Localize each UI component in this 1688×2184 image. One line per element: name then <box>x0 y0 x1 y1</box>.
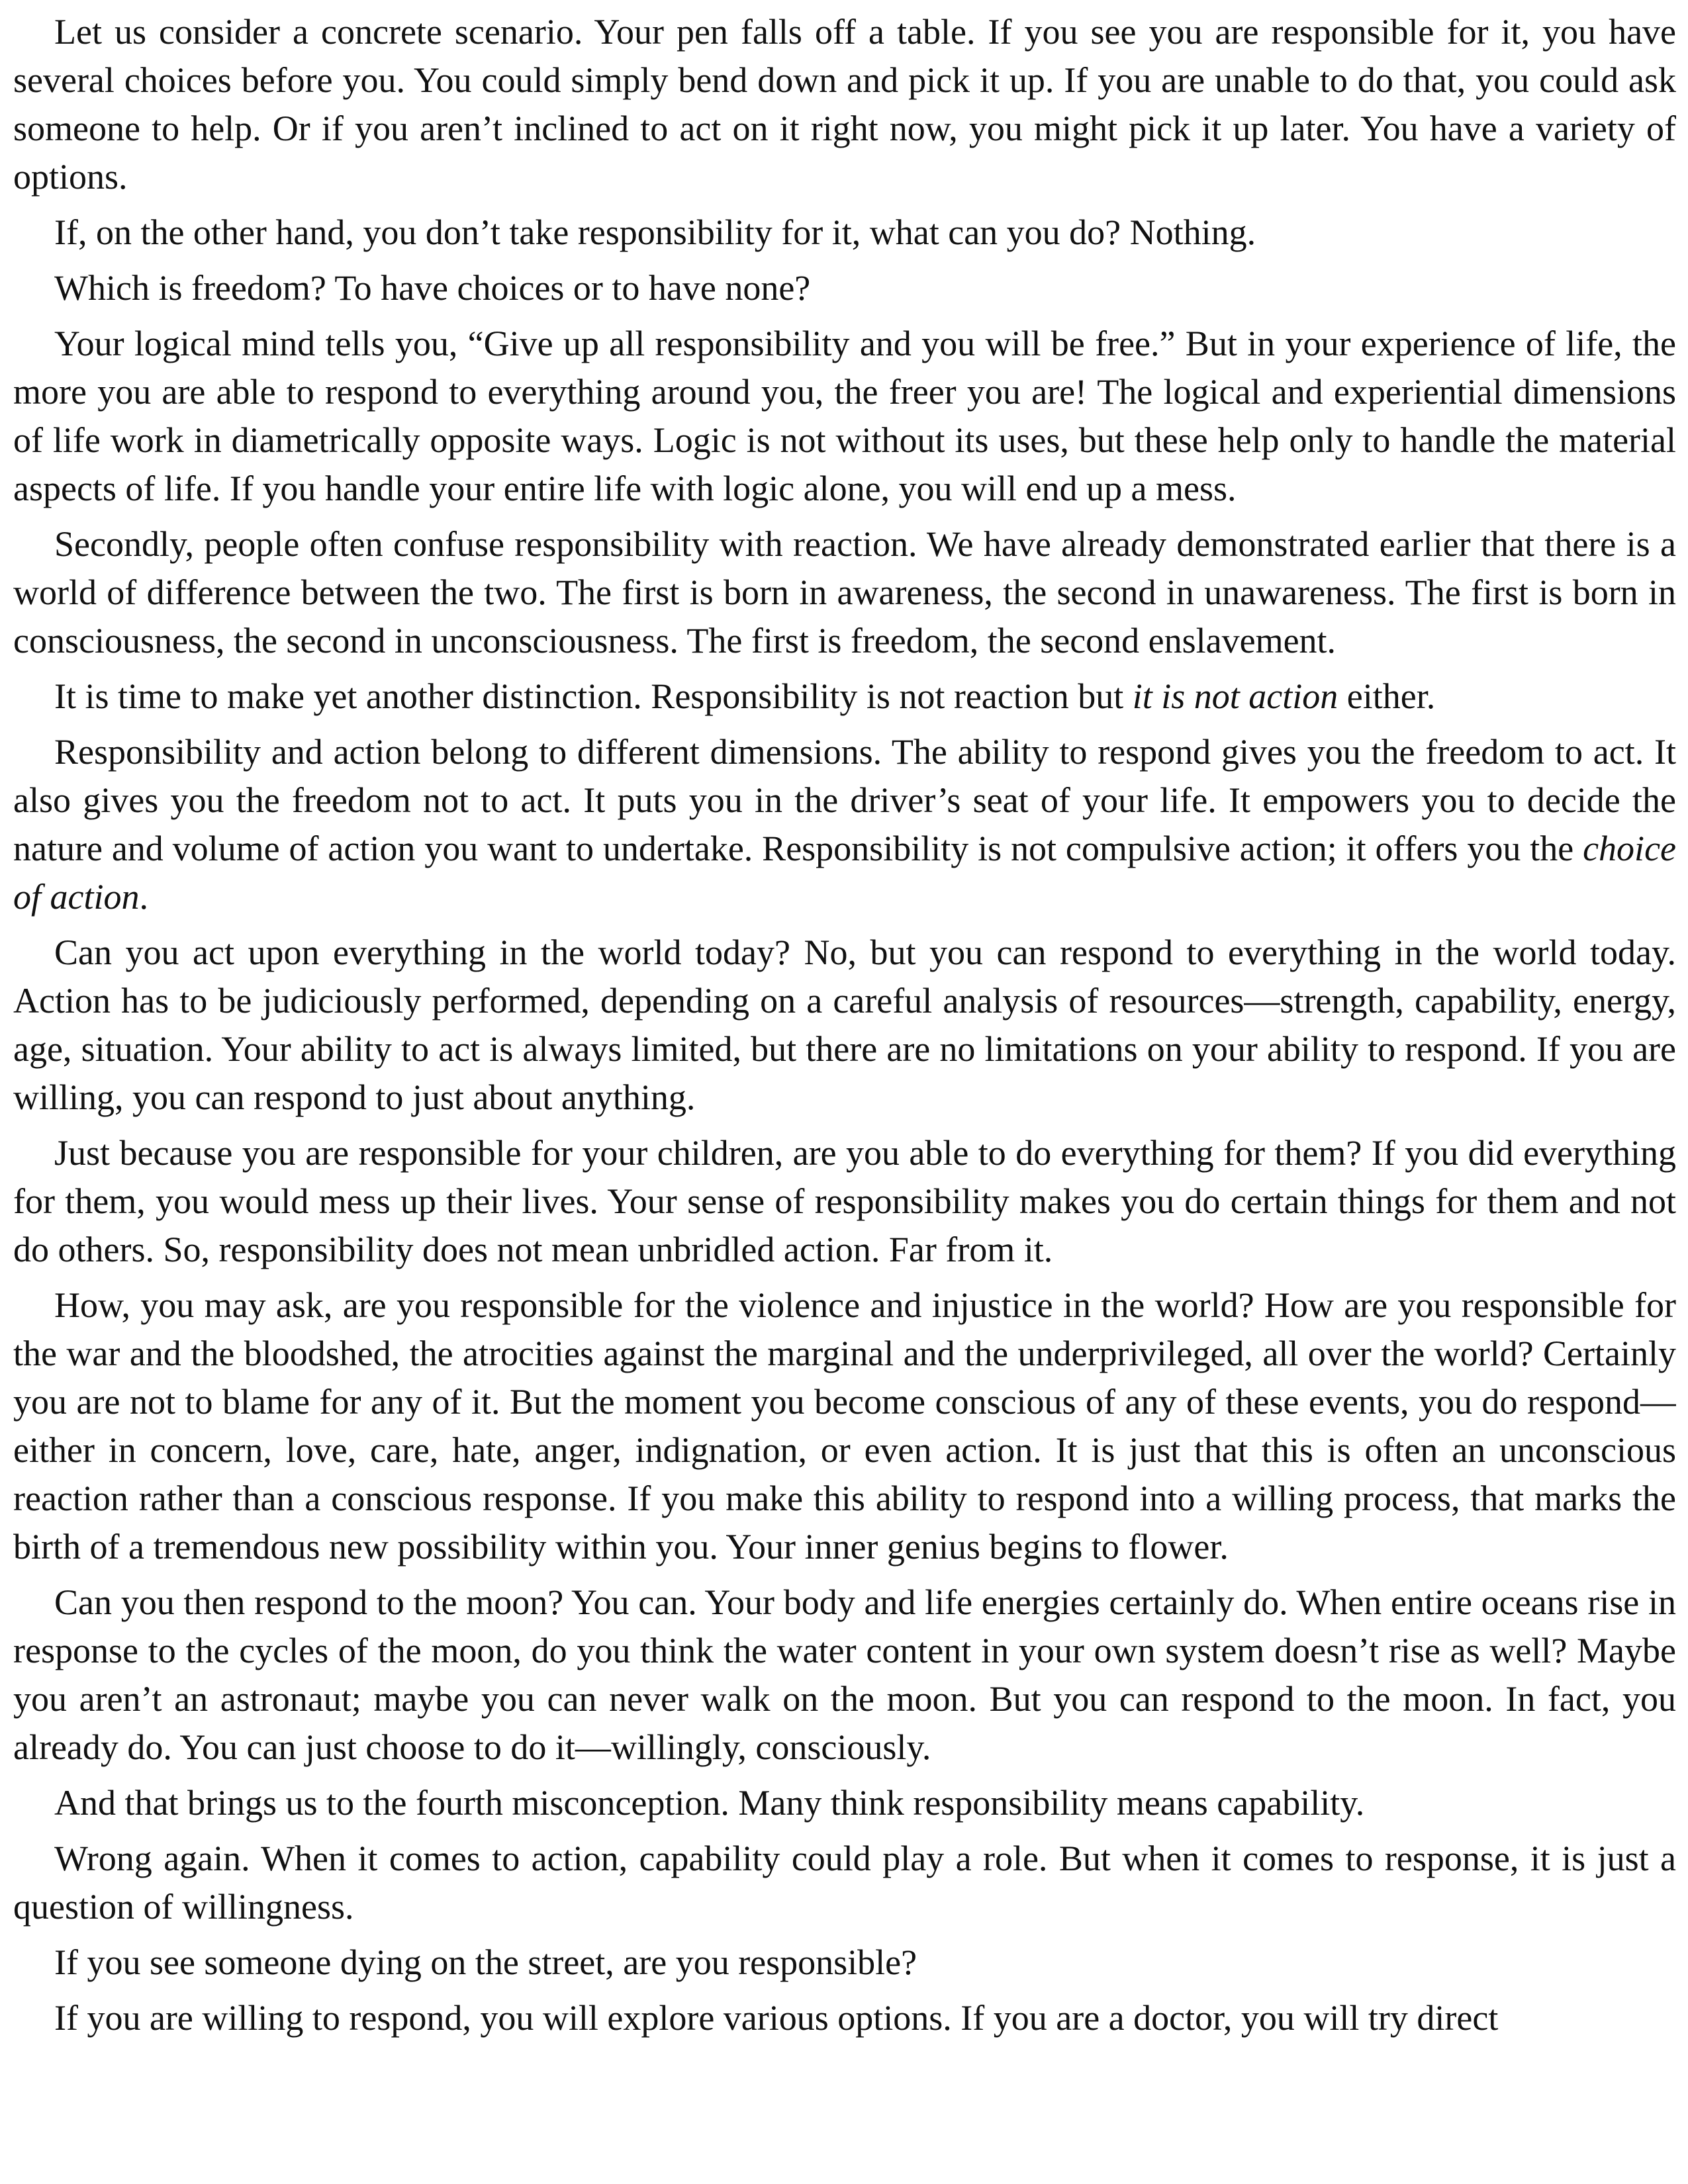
italic-emphasis: it is not action <box>1132 676 1338 716</box>
paragraph-text: . <box>139 877 148 917</box>
paragraph-text: It is time to make yet another distinction. Responsibility is not reaction but <box>54 676 1133 716</box>
paragraph <box>13 1994 1676 2042</box>
paragraph-text: Responsibility and action belong to different dimensions. The ability to respond gives you the freedom to act. It also gives you the freedom not to act. It puts you in the driver’s seat of your life. It empowers you to decide the nature and volume of action you want to undertake. Responsibility is not compulsive action; it offers you the <box>13 732 1676 868</box>
paragraph-text: Let us consider a concrete scenario. Your pen falls off a table. If you see you are responsible for it, you have several choices before you. You could simply bend down and pick it up. If you are unable to do that, you could ask someone to help. Or if you aren’t inclined to act on it right now, you might pick it up later. You have a variety of options. <box>13 12 1676 197</box>
paragraph <box>13 1938 1676 1987</box>
paragraph <box>13 1281 1676 1571</box>
paragraph-text: If, on the other hand, you don’t take responsibility for it, what can you do? Nothing. <box>54 212 1256 252</box>
paragraph <box>13 1779 1676 1827</box>
paragraph-text: Can you then respond to the moon? You can. Your body and life energies certainly do. When entire oceans rise in response to the cycles of the moon, do you think the water content in your own system doesn’t rise as well? Maybe you aren’t an astronaut; maybe you can never walk on the moon. But you can respond to the moon. In fact, you already do. You can just choose to do it—willingly, consciously. <box>13 1582 1676 1767</box>
paragraph <box>13 264 1676 312</box>
paragraph <box>13 1578 1676 1772</box>
paragraph-text: How, you may ask, are you responsible for the violence and injustice in the world? How are you responsible for the war and the bloodshed, the atrocities against the marginal and the underprivileged, all over the world? Certainly you are not to blame for any of it. But the moment you become conscious of any of these events, you do respond—either in concern, love, care, hate, anger, indignation, or even action. It is just that this is often an unconscious reaction rather than a conscious response. If you make this ability to respond into a willing process, that marks the birth of a tremendous new possibility within you. Your inner genius begins to flower. <box>13 1285 1676 1567</box>
paragraph-text: If you see someone dying on the street, are you responsible? <box>54 1942 917 1982</box>
paragraph-text: If you are willing to respond, you will explore various options. If you are a doctor, you will try direct <box>54 1998 1499 2038</box>
paragraph <box>13 728 1676 921</box>
paragraph <box>13 520 1676 665</box>
paragraph-text: And that brings us to the fourth misconception. Many think responsibility means capability. <box>54 1783 1365 1823</box>
paragraph <box>13 1835 1676 1931</box>
paragraph-text: Your logical mind tells you, “Give up all responsibility and you will be free.” But in your experience of life, the more you are able to respond to everything around you, the freer you are! The logical and experiential dimensions of life work in diametrically opposite ways. Logic is not without its uses, but these help only to handle the material aspects of life. If you handle your entire life with logic alone, you will end up a mess. <box>13 324 1676 508</box>
paragraph <box>13 929 1676 1122</box>
paragraph <box>13 208 1676 257</box>
paragraph-text: Just because you are responsible for your children, are you able to do everything for them? If you did everything for them, you would mess up their lives. Your sense of responsibility makes you do certain things for them and not do others. So, responsibility does not mean unbridled action. Far from it. <box>13 1133 1676 1269</box>
paragraph-text: either. <box>1338 676 1436 716</box>
paragraph-text: Can you act upon everything in the world today? No, but you can respond to everything in the world today. Action has to be judiciously performed, depending on a careful analysis of resources—strength, capability, energy, age, situation. Your ability to act is always limited, but there are no limitations on your ability to respond. If you are willing, you can respond to just about anything. <box>13 933 1676 1117</box>
paragraph-text: Wrong again. When it comes to action, capability could play a role. But when it comes to response, it is just a question of willingness. <box>13 1839 1676 1927</box>
paragraph <box>13 672 1676 721</box>
paragraph-text: Which is freedom? To have choices or to have none? <box>54 268 811 308</box>
document-page <box>13 8 1676 2179</box>
paragraph <box>13 8 1676 201</box>
italic-emphasis: choice of action <box>13 829 1676 917</box>
paragraph <box>13 1129 1676 1274</box>
paragraph-text: Secondly, people often confuse responsibility with reaction. We have already demonstrated earlier that there is a world of difference between the two. The first is born in awareness, the second in unawareness. The first is born in consciousness, the second in unconsciousness. The first is freedom, the second enslavement. <box>13 524 1676 660</box>
paragraph <box>13 320 1676 513</box>
